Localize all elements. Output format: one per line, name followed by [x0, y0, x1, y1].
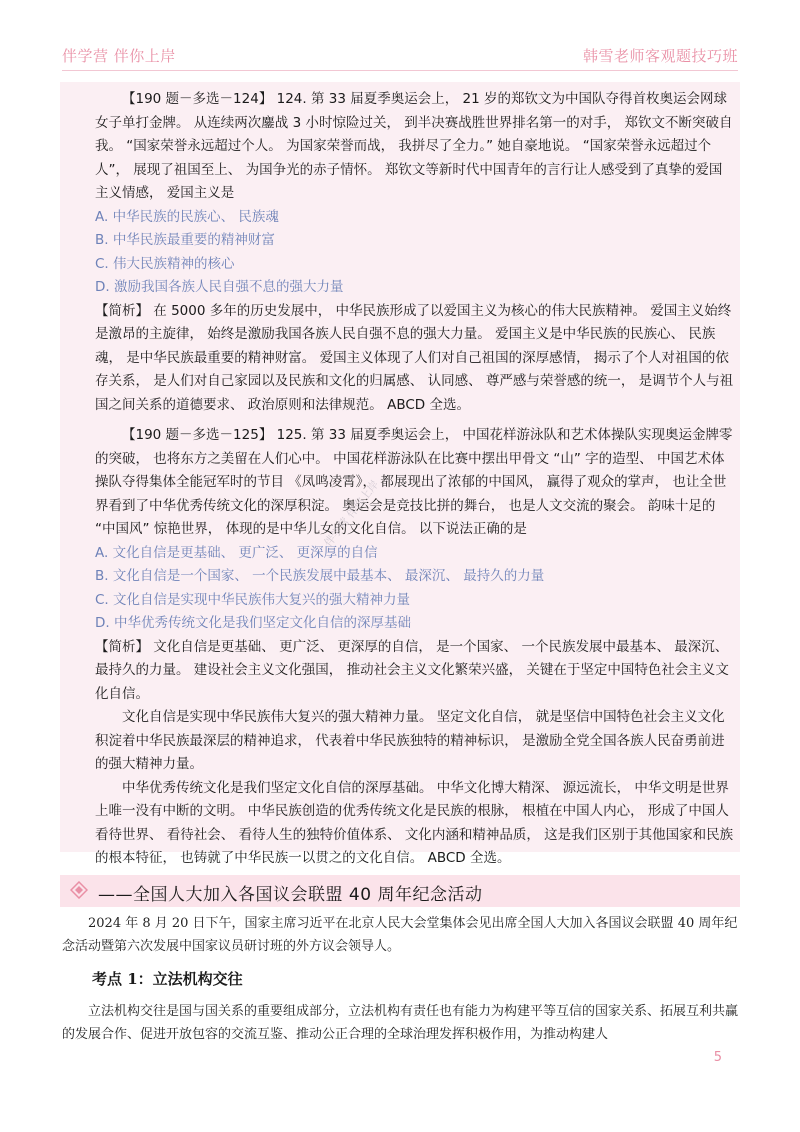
question-124	[95, 88, 735, 417]
point-title: 考点 1：立法机构交往	[92, 970, 243, 988]
header-left-slogan: 伴学营 伴你上岸	[62, 47, 176, 65]
section-intro: 2024 年 8 月 20 日下午，国家主席习近平在北京人民大会堂集体会见出席全国人大加入各国议会联盟 40 周年纪念活动暨第六次发展中国家议员研讨班的外方议会领导人。	[62, 916, 738, 954]
diamond-icon	[70, 881, 88, 899]
q124-option-b: B. 中华民族最重要的精神财富	[95, 232, 275, 248]
question-125-stem: 【190 题－多选－125】 125. 第 33 届夏季奥运会上， 中国花样游泳队和艺术体操队实现奥运金牌零的突破， 也将东方之美留在人们心中。 中国花样游泳队在比赛中摆出甲骨文 “山” 字的造型、 中国艺术体操队夺得集体全能冠军时的节目 《凤鸣凌霄》， 都展现出了浓郁的中国风， 赢得了观众的掌声， 也让全世界看到了中华优秀传统文化的深厚积淀。 奥运会是竞技比拼的舞台， 也是人文交流的聚会。 韵味十足的 “中国风” 惊艳世界， 体现的是中华儿女的文化自信。 以下说法正确的是	[95, 427, 733, 537]
page-header	[0, 0, 800, 80]
watermark: 伴学营 伴你上岸	[321, 477, 382, 550]
q124-option-a: A. 中华民族的民族心、 民族魂	[95, 208, 279, 225]
point-text: 立法机构交往是国与国关系的重要组成部分，立法机构有责任也有能力为构建平等互信的国家关系、拓展互利共赢的发展合作、促进开放包容的交流互鉴、推动公正合理的全球治理发挥积极作用，为推动构建人	[62, 1004, 739, 1042]
section-title-bar	[60, 875, 740, 907]
question-125	[95, 424, 735, 871]
q125-option-b: B. 文化自信是一个国家、 一个民族发展中最基本、 最深沉、 最持久的力量	[95, 568, 545, 584]
q124-option-d: D. 激励我国各族人民自强不息的强大力量	[95, 279, 344, 295]
q125-analysis-2: 文化自信是实现中华民族伟大复兴的强大精神力量。 坚定文化自信， 就是坚信中国特色社会主义文化积淀着中华民族最深层的精神追求， 代表着中华民族独特的精神标识， 是激励全党全国各族人民奋勇前进的强大精神力量。	[95, 709, 725, 772]
q125-analysis-1: 【简析】 文化自信是更基础、 更广泛、 更深厚的自信， 是一个国家、 一个民族发展中最基本、 最深沉、 最持久的力量。 建设社会主义文化强国， 推动社会主义文化繁荣兴盛， 关键在于坚定中国特色社会主义文化自信。	[95, 638, 729, 702]
q125-analysis-3: 中华优秀传统文化是我们坚定文化自信的深厚基础。 中华文化博大精深、 源远流长， 中华文明是世界上唯一没有中断的文明。 中华民族创造的优秀传统文化是民族的根脉， 根植在中国人内心， 形成了中国人看待世界、 看待社会、 看待人生的独特价值体系、 文化内涵和精神品质， 这是我们区别于其他国家和民族的根本特征， 也铸就了中华民族一以贯之的文化自信。 ABCD 全选。	[95, 779, 734, 866]
q125-option-a: A. 文化自信是更基础、 更广泛、 更深厚的自信	[95, 544, 378, 561]
question-124-stem: 【190 题－多选－124】 124. 第 33 届夏季奥运会上， 21 岁的郑钦文为中国队夺得首枚奥运会网球女子单打金牌。 从连续两次鏖战 3 小时惊险过关， 到半决赛战胜世界排名第一的对手， 郑钦文不断突破自我。 “国家荣誉永远超过个人。 为国家荣誉而战， 我拼尽了全力。” 她自豪地说。 “国家荣誉永远超过个人”， 展现了祖国至上、 为国争光的赤子情怀。 郑钦文等新时代中国青年的言行让人感受到了真挚的爱国主义情感， 爱国主义是	[95, 91, 733, 201]
header-divider	[62, 70, 738, 71]
section-title: ——全国人大加入各国议会联盟 40 周年纪念活动	[98, 885, 483, 905]
q125-option-c: C. 文化自信是实现中华民族伟大复兴的强大精神力量	[95, 591, 411, 608]
q124-option-c: C. 伟大民族精神的核心	[95, 255, 235, 272]
q125-option-d: D. 中华优秀传统文化是我们坚定文化自信的深厚基础	[95, 615, 411, 631]
page-number: 5	[713, 1050, 722, 1065]
q124-analysis: 【简析】 在 5000 多年的历史发展中， 中华民族形成了以爱国主义为核心的伟大民族精神。 爱国主义始终是激昂的主旋律， 始终是激励我国各族人民自强不息的强大力量。 爱国主义是中华民族的民族心、 民族魂， 是中华民族最重要的精神财富。 爱国主义体现了人们对自己祖国的深厚感情， 揭示了个人对祖国的依存关系， 是人们对自己家园以及民族和文化的归属感、 认同感、 尊严感与荣誉感的统一， 是调节个人与祖国之间关系的道德要求、 政治原则和法律规范。 ABCD 全选。	[95, 302, 734, 413]
header-right-course: 韩雪老师客观题技巧班	[582, 47, 738, 65]
